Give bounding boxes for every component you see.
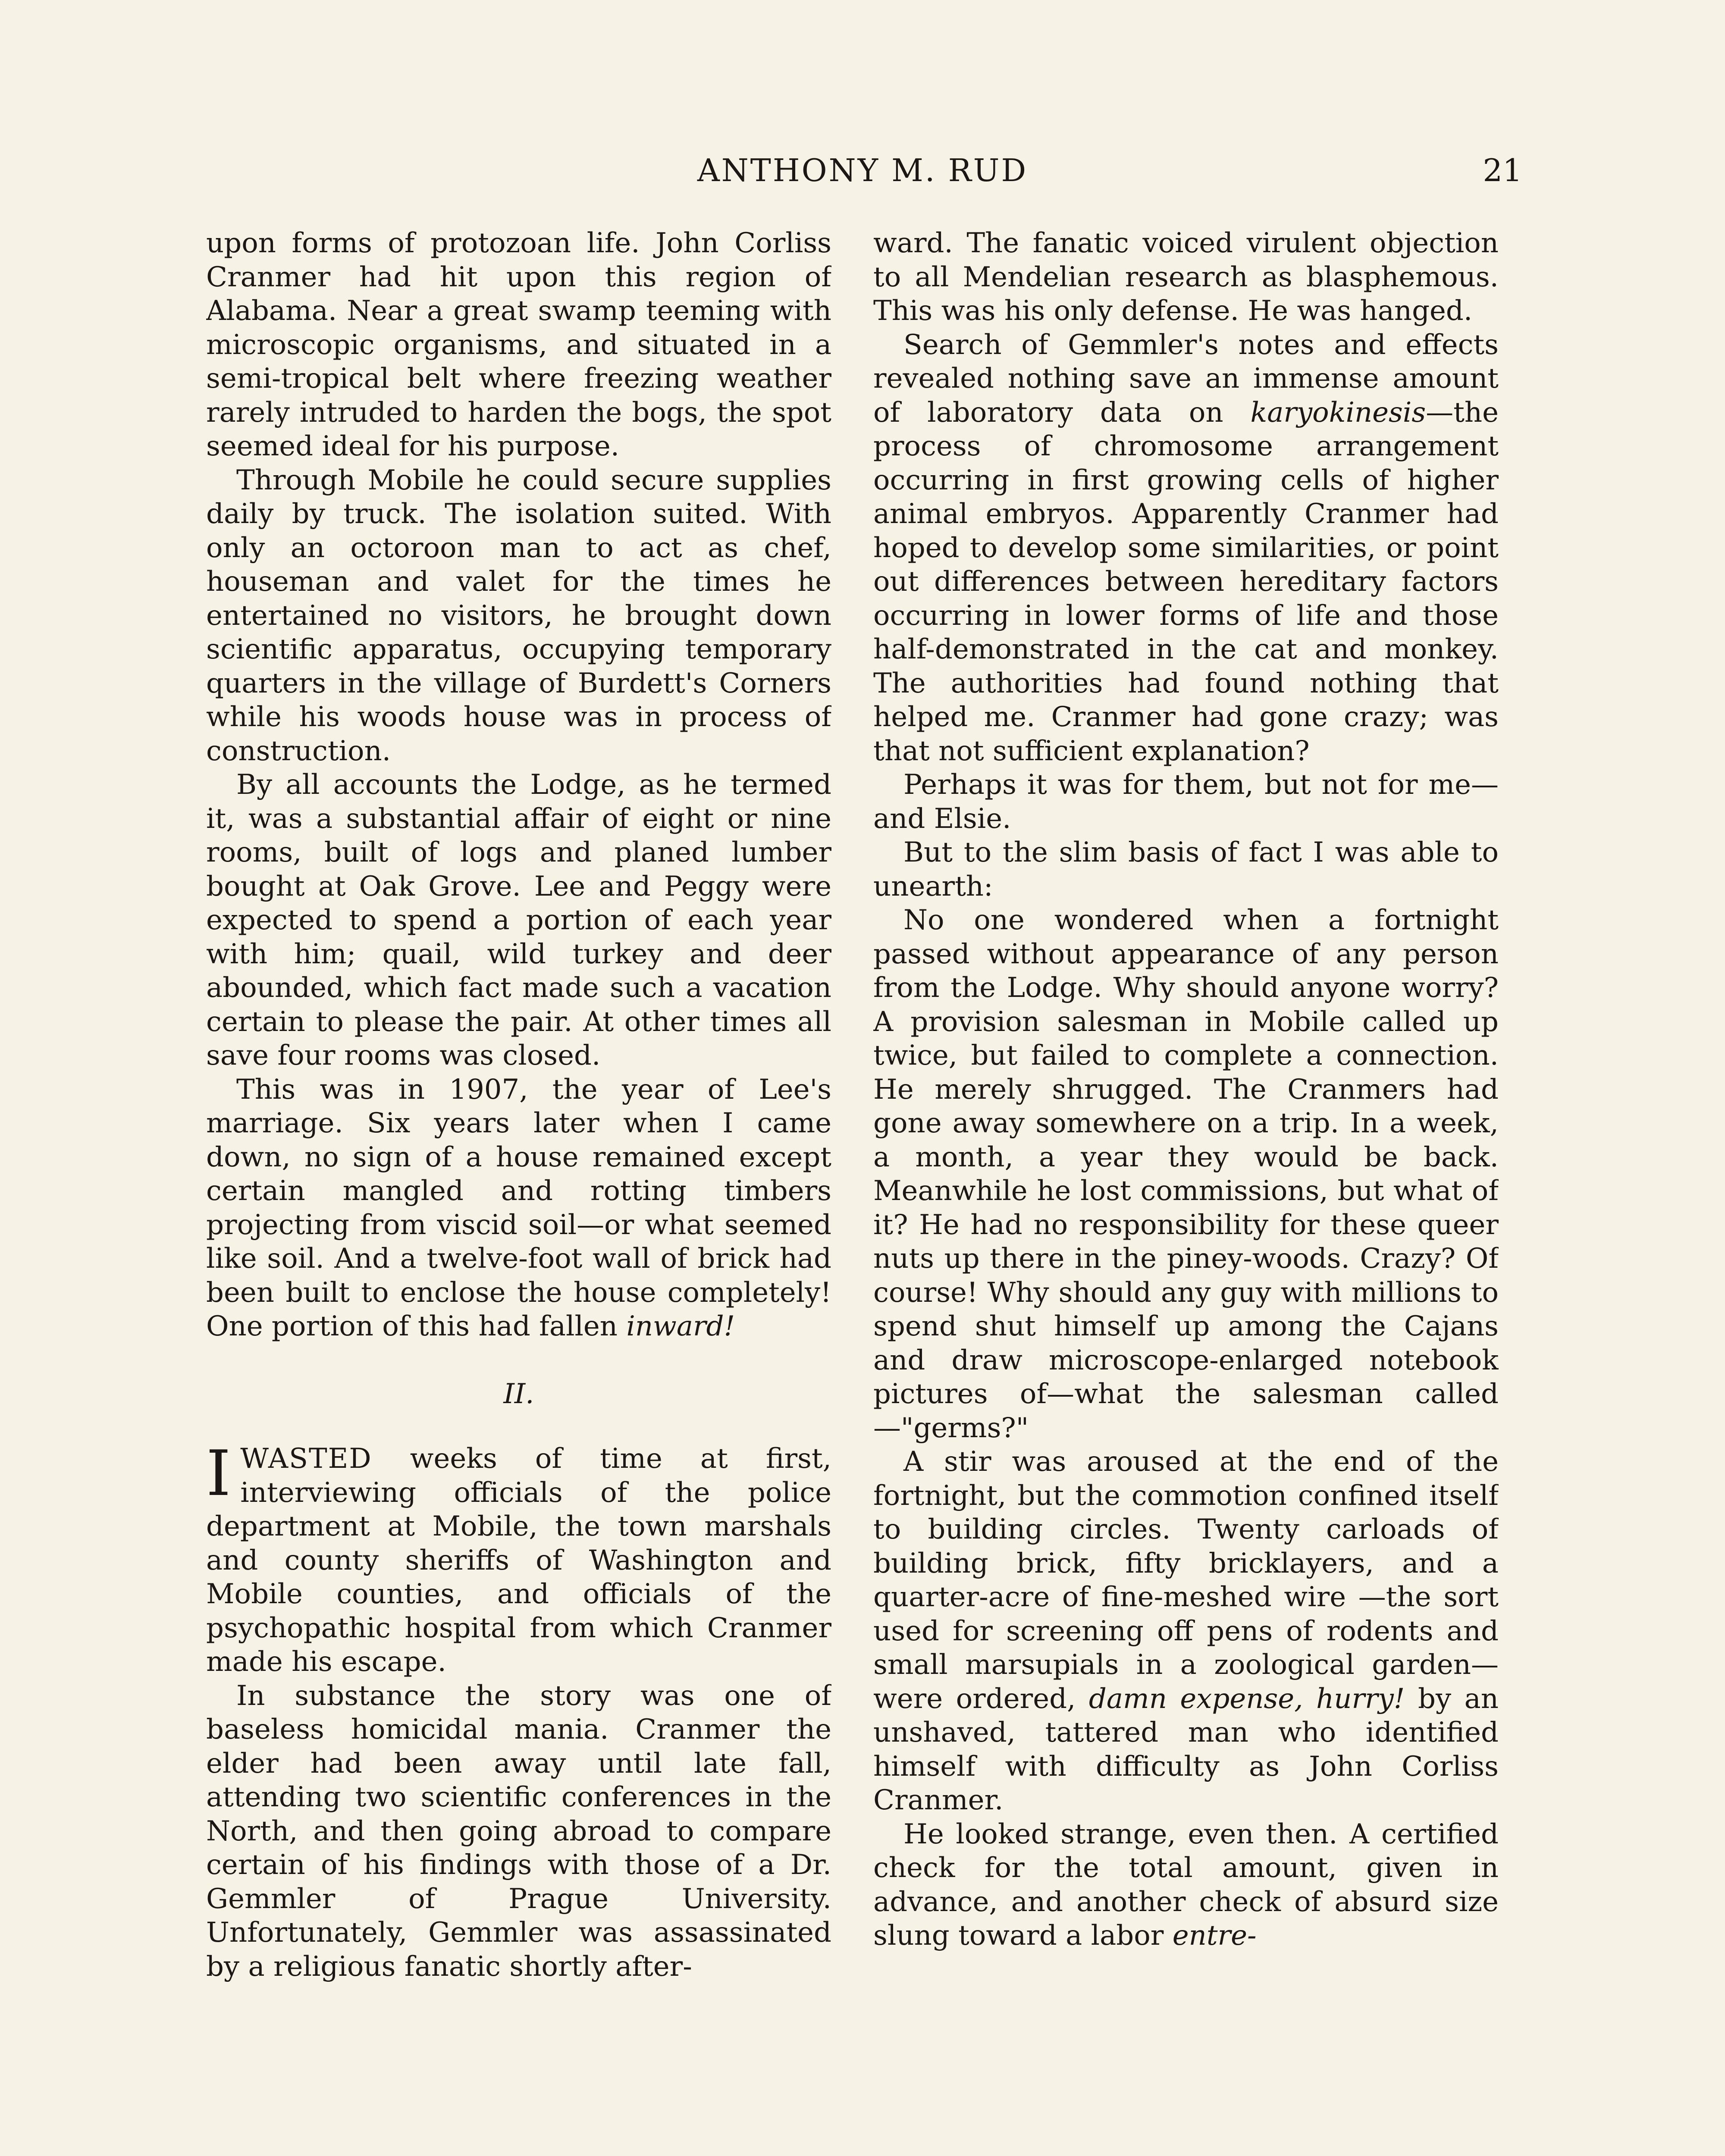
paragraph-text: —the process of chromosome arrangement occurring in first growing cells of higher animal embryos. Apparently Cranmer had hoped to develop some similarities, or point out differences between hereditary factors occurring in lower forms of life and those half-demonstrated in the cat and monkey. The authorities had found nothing that helped me. Cranmer had gone crazy; was that not sufficient explanation? [873, 396, 1499, 767]
paragraph: In substance the story was one of baseless homicidal mania. Cranmer the elder had been away until late fall, attending two scientific conferences in the North, and then going abroad to compare certain of his findings with those of a Dr. Gemmler of Prague University. Unfortunately, Gemmler was assassinated by a religious fanatic shortly after- [206, 1680, 831, 1983]
paragraph: Perhaps it was for them, but not for me—and Elsie. [873, 769, 1499, 835]
drop-cap: I [206, 1437, 231, 1510]
paragraph-text: A stir was aroused at the end of the fortnight, but the commotion confined itself to building circles. Twenty carloads of building brick, fifty bricklayers, and a quarter-acre of fine-meshed wire —the sort used for screening off pens of rodents and small marsupials in a zoological garden—were ordered, [873, 1446, 1499, 1715]
paragraph [873, 1818, 1499, 1953]
paragraph-text: This was in 1907, the year of Lee's marriage. Six years later when I came down, no sign of a house remained except certain mangled and rotting timbers projecting from viscid soil—or what seemed like soil. And a twelve-foot wall of brick had been built to enclose the house completely! One portion of this had fallen [206, 1073, 831, 1342]
emphasis-text: karyokinesis [1250, 396, 1426, 429]
emphasis-text: entre- [1172, 1920, 1257, 1952]
paragraph-text: by an unshaved, tattered man who identified himself with difficulty as John Corliss Cranmer. [873, 1683, 1499, 1816]
paragraph: But to the slim basis of fact I was able to unearth: [873, 837, 1499, 903]
paragraph [873, 328, 1499, 768]
paragraph-text: He looked strange, even then. A certified check for the total amount, given in advance, and another check of absurd size slung toward a labor [873, 1818, 1499, 1952]
paragraph: upon forms of protozoan life. John Corliss Cranmer had hit upon this region of Alabama. Near a great swamp teeming with microscopic organisms, and situated in a semi-tropical belt where freezing weather rarely intruded to harden the bogs, the spot seemed ideal for his purpose. [206, 227, 831, 462]
running-head-author: ANTHONY M. RUD [697, 152, 1028, 188]
small-caps-text: WASTED [240, 1443, 372, 1475]
paragraph: No one wondered when a fortnight passed without appearance of any person from the Lodge. Why should anyone worry? A provision salesman in Mobile called up twice, but failed to complete a connection. He merely shrugged. The Cranmers had gone away somewhere on a trip. In a week, a month, a year they would be back. Meanwhile he lost commissions, but what of it? He had no responsibility for these queer nuts up there in the piney-woods. Crazy? Of course! Why should any guy with millions to spend shut himself up among the Cajans and draw microscope-enlarged notebook pictures of—what the salesman called—"germs?" [873, 904, 1499, 1444]
emphasis-text: inward! [626, 1310, 735, 1342]
paragraph: By all accounts the Lodge, as he termed it, was a substantial affair of eight or nine rooms, built of logs and planed lumber bought at Oak Grove. Lee and Peggy were expected to spend a portion of each year with him; quail, wild turkey and deer abounded, which fact made such a vacation certain to please the pair. At other times all save four rooms was closed. [206, 769, 831, 1072]
paragraph: Through Mobile he could secure supplies daily by truck. The isolation suited. With only an octoroon man to act as chef, houseman and valet for the times he entertained no visitors, he brought down scientific apparatus, occupying temporary quarters in the village of Burdett's Corners while his woods house was in process of construction. [206, 464, 831, 767]
paragraph-text: Search of Gemmler's notes and effects revealed nothing save an immense amount of laboratory data on [873, 329, 1499, 429]
paragraph [206, 1073, 831, 1344]
emphasis-text: damn expense, hurry! [1088, 1683, 1405, 1715]
paragraph [206, 1437, 831, 1679]
paragraph: ward. The fanatic voiced virulent objection to all Mendelian research as blasphemous. This was his only defense. He was hanged. [873, 227, 1499, 327]
page-number: 21 [1483, 152, 1522, 188]
paragraph [873, 1445, 1499, 1818]
right-column [873, 226, 1499, 2156]
page-header [0, 149, 1725, 196]
paragraph-text: weeks of time at first, interviewing officials of the police department at Mobile, the town marshals and county sheriffs of Washington and Mobile counties, and officials of the psychopathic hospital from which Cranmer made his escape. [206, 1443, 831, 1678]
section-number: II. [503, 1378, 534, 1410]
left-column [206, 226, 831, 2156]
